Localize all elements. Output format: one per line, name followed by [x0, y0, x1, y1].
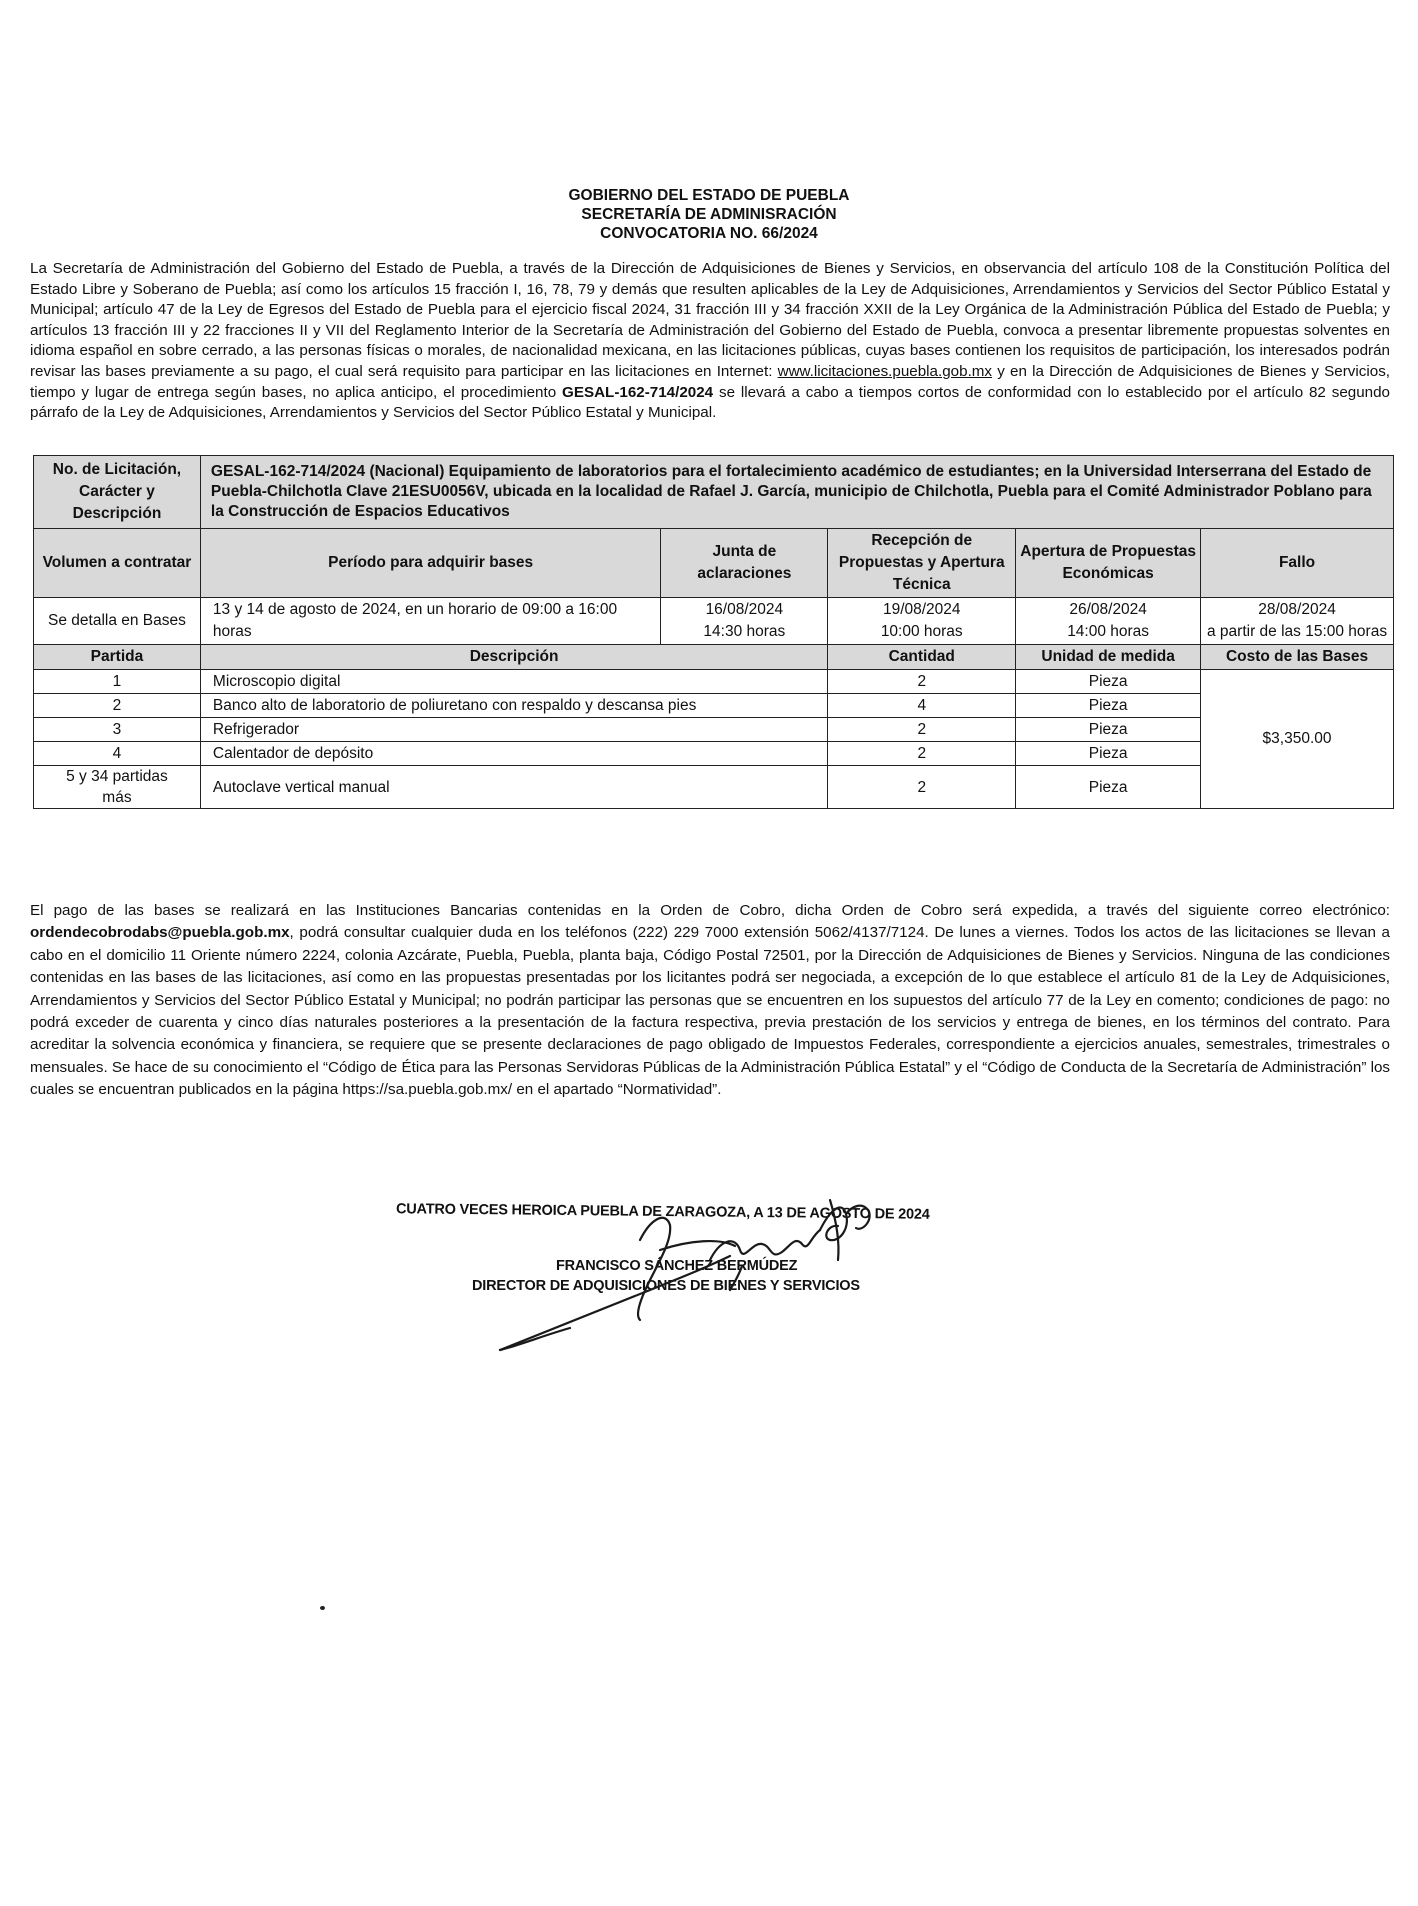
header-recepcion: Recepción de Propuestas y Apertura Técnica	[828, 529, 1016, 598]
costo-bases: $3,350.00	[1201, 670, 1394, 809]
payment-text-b: , podrá consultar cualquier duda en los teléfonos (222) 229 7000 extensión 5062/4137/7124. De lunes a viernes. Todos los actos de las licitaciones se llevan a cabo en el domicilio 11 Oriente número 2224, colonia Azcárate, Puebla, Puebla, planta baja, Código Postal 72501, por la Dirección de Adquisiciones de Bienes y Servicios. Ninguna de las condiciones contenidas en las bases de las licitaciones, así como en las propuestas presentadas por los licitantes podrá ser negociada, a excepción de lo que establece el artículo 81 de la Ley de Adquisiciones, Arrendamientos y Servicios del Sector Público Estatal y Municipal; no podrán participar las personas que se encuentren en los supuestos del artículo 77 de la Ley en comento; condiciones de pago: no podrá exceder de cuarenta y cinco días naturales posteriores a la presentación de la factura respectiva, previa prestación de los servicios y entrega de bienes, en los términos del contrato. Para acreditar la solvencia económica y financiera, se requiere que se presente declaraciones de pago obligado de Impuestos Federales, correspondiente a ejercicios anuales, semestrales, trimestrales o mensuales. Se hace de su conocimiento el “Código de Ética para las Personas Servidoras Públicas de la Administración Pública Estatal” y el “Código de Conducta de la Secretaría de Administración” los cuales se encuentran publicados en la página https://sa.puebla.gob.mx/ en el apartado “Normatividad”.	[30, 924, 1391, 1099]
header-convocatoria: CONVOCATORIA NO. 66/2024	[600, 225, 818, 242]
item-cantidad: 2	[828, 718, 1016, 742]
value-junta	[661, 598, 828, 645]
value-volumen: Se detalla en Bases	[34, 598, 201, 645]
table-row	[34, 742, 1394, 766]
tender-table	[33, 455, 1394, 809]
table-row	[34, 694, 1394, 718]
item-partida: 5 y 34 partidas más	[34, 766, 201, 809]
recepcion-time: 10:00 horas	[880, 623, 963, 640]
signature-place-date: CUATRO VECES HEROICA PUEBLA DE ZARAGOZA, A 13 DE AGOSTO DE 2024	[395, 1201, 930, 1223]
header-descripcion: Descripción	[200, 645, 827, 670]
intro-text-a: La Secretaría de Administración del Gobierno del Estado de Puebla, a través de la Dirección de Adquisiciones de Bienes y Servicios, en observancia del artículo 108 de la Constitución Política del Estado Libre y Soberano de Puebla; así como los artículos 15 fracción I, 16, 78, 79 y demás que resulten aplicables de la Ley de Adquisiciones, Arrendamientos y Servicios del Sector Público Estatal y Municipal; artículo 47 de la Ley de Egresos del Estado de Puebla para el ejercicio fiscal 2024, 31 fracción III y 34 fracción XXII de la Ley Orgánica de la Administración Pública del Estado de Puebla; y artículos 13 fracción III y 22 fracciones II y VII del Reglamento Interior de la Secretaría de Administración del Gobierno del Estado de Puebla, convoca a presentar libremente propuestas solventes en idioma español en sobre cerrado, a las personas físicas o morales, de nacionalidad mexicana, en las licitaciones públicas, cuyas bases contienen los requisitos de participación, los interesados podrán revisar las bases previamente a su pago, el cual será requisito para participar en las licitaciones en Internet:	[30, 260, 1390, 380]
item-unidad: Pieza	[1016, 766, 1201, 809]
header-fallo: Fallo	[1201, 529, 1394, 598]
item-partida: 3	[34, 718, 201, 742]
header-secretariat: SECRETARÍA DE ADMINISRACIÓN	[581, 206, 837, 223]
item-cantidad: 2	[828, 766, 1016, 809]
item-partida: 2	[34, 694, 201, 718]
recepcion-date: 19/08/2024	[882, 601, 961, 618]
value-recepcion	[828, 598, 1016, 645]
payment-text-a: El pago de las bases se realizará en las Instituciones Bancarias contenidas en la Orden de Cobro, dicha Orden de Cobro será expedida, a través del siguiente correo electrónico:	[30, 902, 1390, 919]
item-unidad: Pieza	[1016, 694, 1201, 718]
intro-text-b: y en la Dirección de Adquisiciones de Bienes y Servicios, tiempo y lugar de entrega según bases, no aplica anticipo, el procedimiento	[30, 362, 1391, 401]
scan-speck	[320, 1606, 325, 1610]
schedule-header-row	[34, 529, 1394, 598]
payment-email[interactable]: ordendecobrodabs@puebla.gob.mx	[30, 924, 290, 942]
item-cantidad: 4	[828, 694, 1016, 718]
item-unidad: Pieza	[1016, 742, 1201, 766]
item-partida: 4	[34, 742, 201, 766]
schedule-values-row	[34, 598, 1394, 645]
item-descripcion: Banco alto de laboratorio de poliuretano con respaldo y descansa pies	[200, 694, 827, 718]
item-descripcion: Calentador de depósito	[200, 742, 827, 766]
item-unidad: Pieza	[1016, 718, 1201, 742]
item-descripcion: Refrigerador	[200, 718, 827, 742]
tender-title: GESAL-162-714/2024 (Nacional) Equipamiento de laboratorios para el fortalecimiento académico de estudiantes; en la Universidad Interserrana del Estado de Puebla-Chilchotla Clave 21ESU0056V, ubicada en la localidad de Rafael J. García, municipio de Chilchotla, Puebla para el Comité Administrador Poblano para la Construcción de Espacios Educativos	[200, 456, 1393, 529]
fallo-time: a partir de las 15:00 horas	[1206, 623, 1388, 640]
header-costo: Costo de las Bases	[1201, 645, 1394, 670]
item-partida: 1	[34, 670, 201, 694]
apertura-date: 26/08/2024	[1069, 601, 1147, 618]
header-junta: Junta de aclaraciones	[661, 529, 828, 598]
document-header	[0, 186, 1418, 243]
payment-paragraph	[30, 900, 1390, 1102]
table-row	[34, 670, 1394, 694]
signatory-position: DIRECTOR DE ADQUISICIONES DE BIENES Y SERVICIOS	[472, 1278, 860, 1294]
label-no-licitacion: No. de Licitación, Carácter y Descripción	[34, 456, 201, 529]
item-descripcion: Autoclave vertical manual	[200, 766, 827, 809]
handwritten-signature	[490, 1180, 920, 1370]
junta-date: 16/08/2024	[705, 601, 784, 618]
header-unidad: Unidad de medida	[1016, 645, 1201, 670]
item-descripcion: Microscopio digital	[200, 670, 827, 694]
header-volumen: Volumen a contratar	[34, 529, 201, 598]
item-cantidad: 2	[828, 670, 1016, 694]
apertura-time: 14:00 horas	[1067, 623, 1150, 640]
header-cantidad: Cantidad	[828, 645, 1016, 670]
header-periodo: Período para adquirir bases	[200, 529, 661, 598]
header-government: GOBIERNO DEL ESTADO DE PUEBLA	[568, 187, 850, 204]
table-row	[34, 766, 1394, 809]
licitaciones-link[interactable]: www.licitaciones.puebla.gob.mx	[777, 362, 993, 380]
table-row	[34, 718, 1394, 742]
procedure-code: GESAL-162-714/2024	[562, 383, 714, 401]
item-cantidad: 2	[828, 742, 1016, 766]
value-fallo	[1201, 598, 1394, 645]
fallo-date: 28/08/2024	[1258, 601, 1336, 618]
item-unidad: Pieza	[1016, 670, 1201, 694]
header-partida: Partida	[34, 645, 201, 670]
value-apertura	[1016, 598, 1201, 645]
items-header-row	[34, 645, 1394, 670]
intro-text-c: se llevará a cabo a tiempos cortos de conformidad con lo establecido por el artículo 82 segundo párrafo de la Ley de Adquisiciones, Arrendamientos y Servicios del Sector Público Estatal y Municipal.	[30, 383, 1390, 422]
intro-paragraph	[30, 259, 1390, 424]
header-apertura: Apertura de Propuestas Económicas	[1016, 529, 1201, 598]
value-periodo: 13 y 14 de agosto de 2024, en un horario de 09:00 a 16:00 horas	[200, 598, 661, 645]
junta-time: 14:30 horas	[703, 623, 786, 640]
signatory-name: FRANCISCO SÁNCHEZ BERMÚDEZ	[556, 1258, 798, 1274]
